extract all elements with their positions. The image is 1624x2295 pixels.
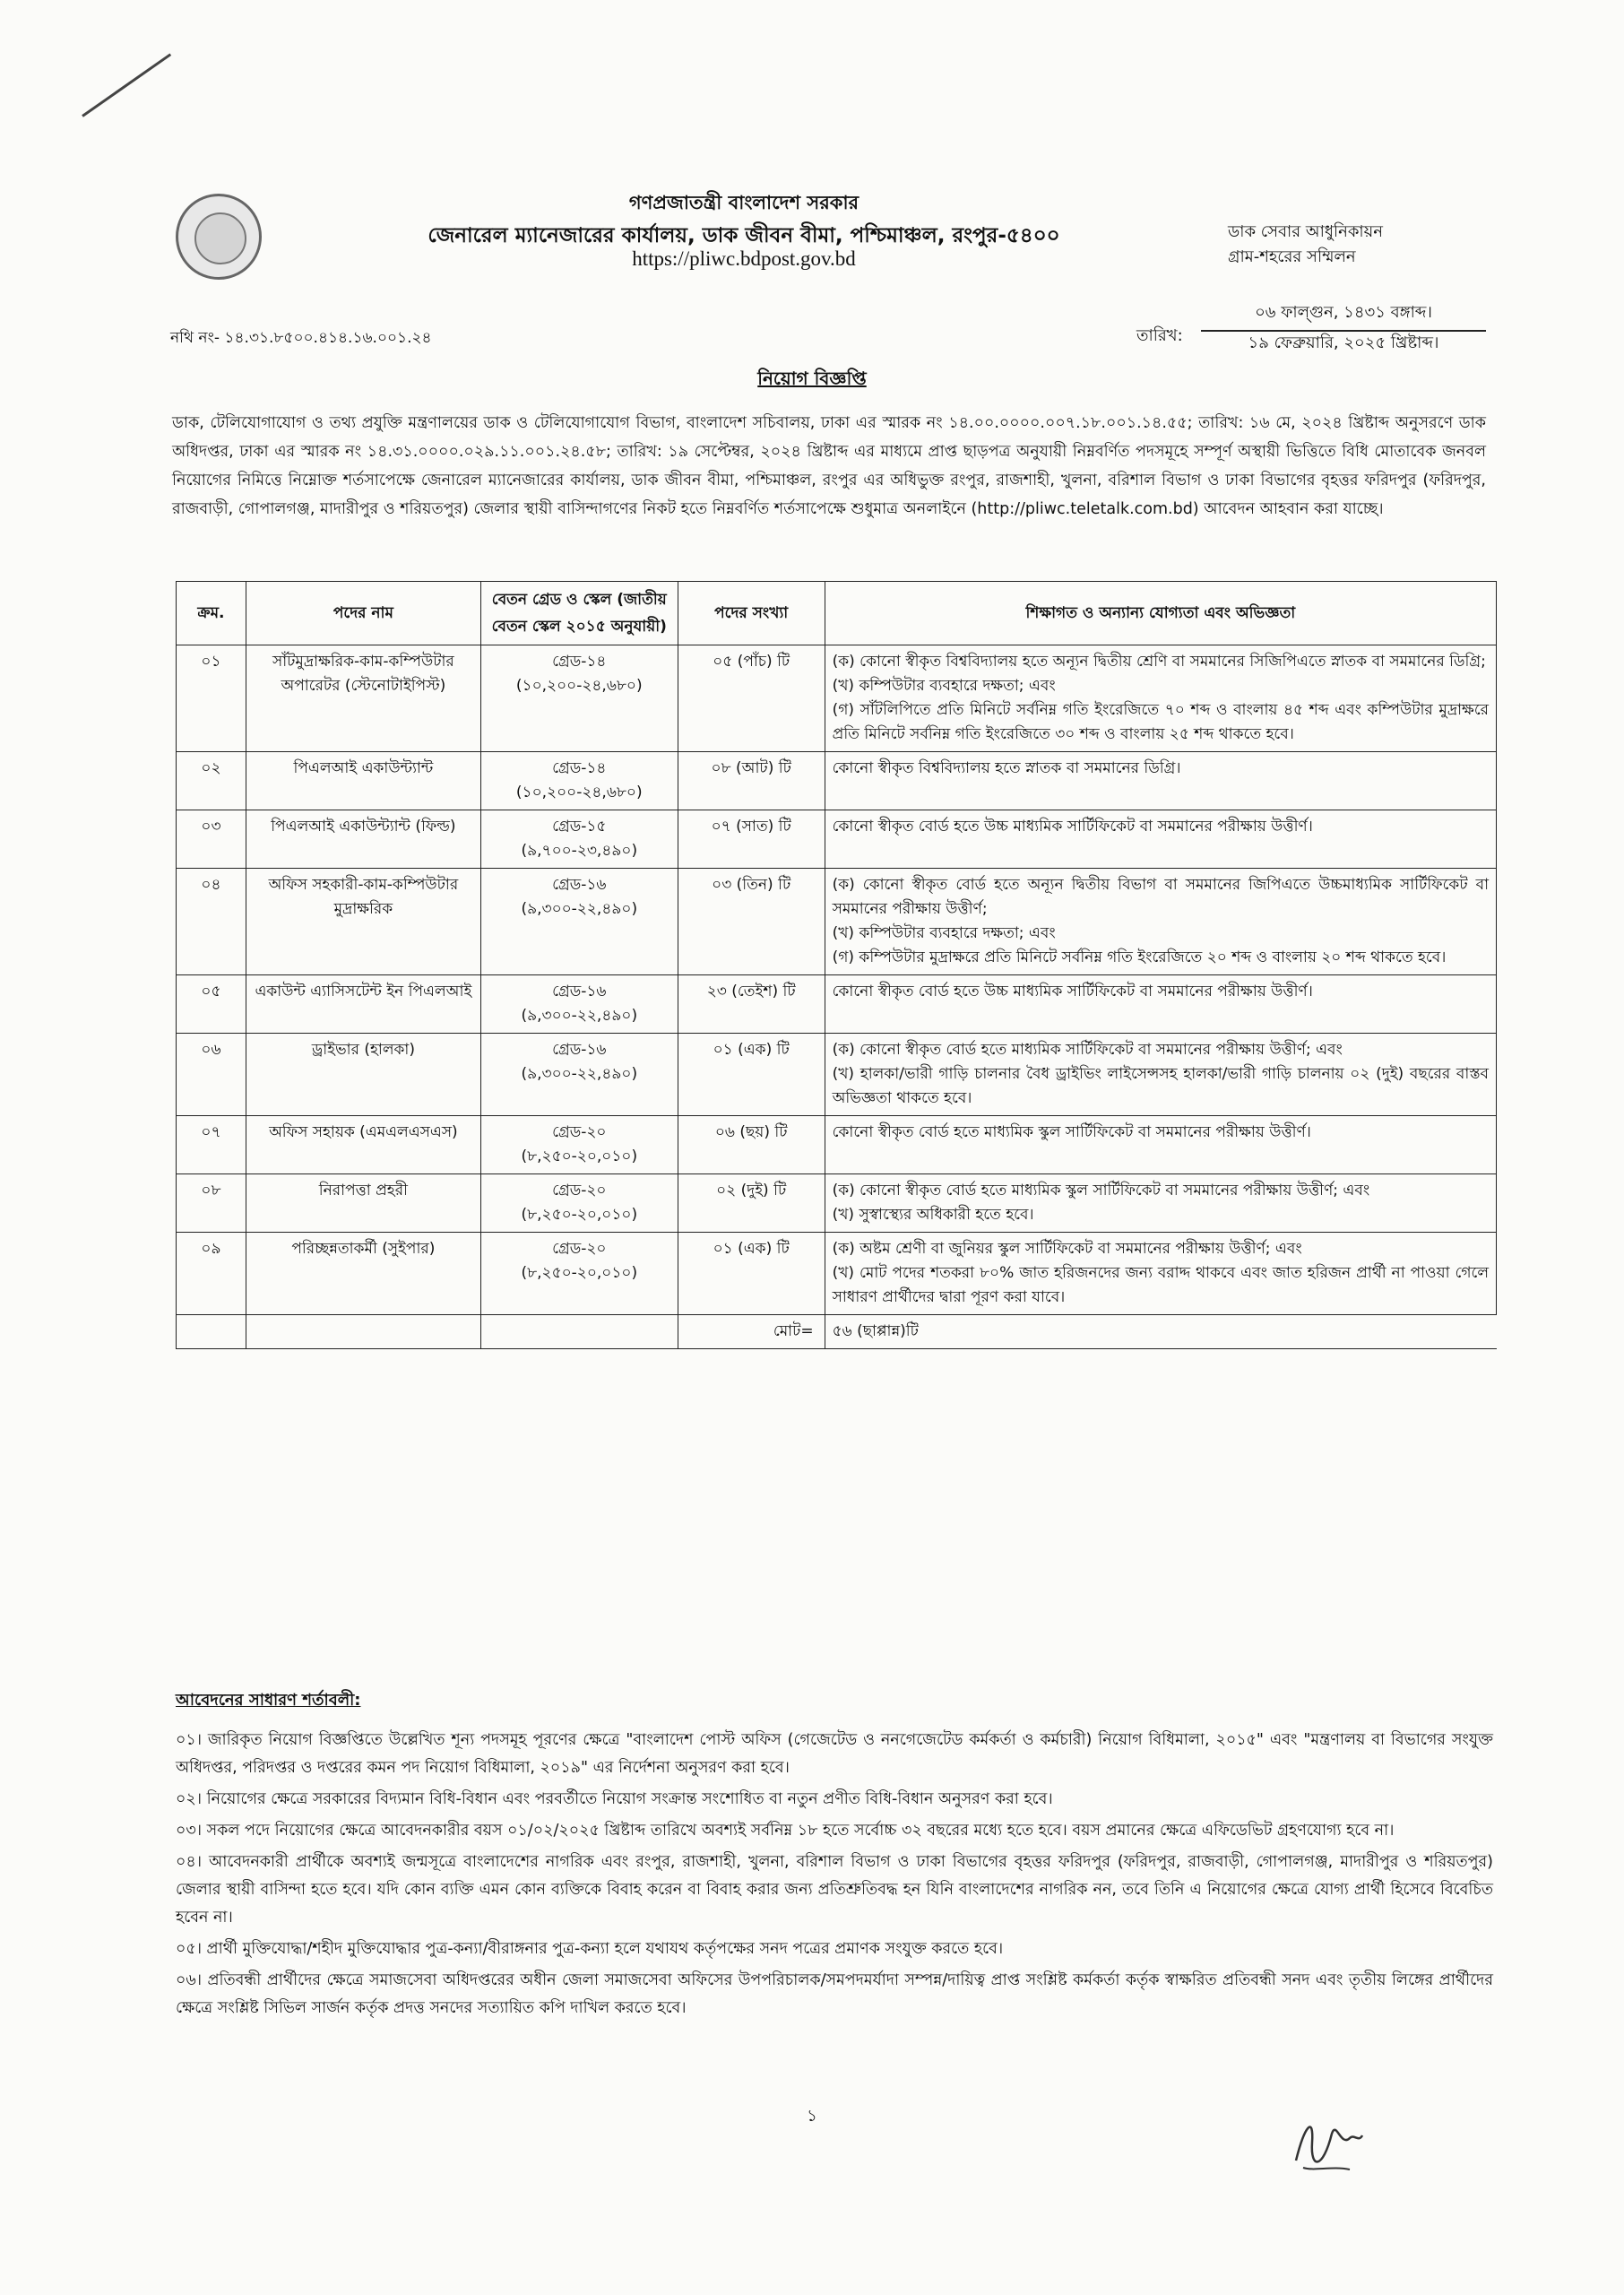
table-row [177,975,1497,1034]
row-serial: ০২ [177,752,246,810]
header-count: পদের সংখ্যা [678,582,825,645]
condition-item: ০৬। প্রতিবন্ধী প্রার্থীদের ক্ষেত্রে সমাজসেবা অধিদপ্তরের অধীন জেলা সমাজসেবা অফিসের উপপরিচালক/সমপদমর্যাদা সম্পন্ন/দায়িত্ব প্রাপ্ত সংশ্লিষ্ট কর্মকর্তা কর্তৃক স্বাক্ষরিত প্রতিবন্ধী সনদ এবং তৃতীয় লিঙ্গের প্রার্থীদের ক্ষেত্রে সংশ্লিষ্ট সিভিল সার্জন কর্তৃক প্রদত্ত সনদের সত্যায়িত কপি দাখিল করতে হবে। [176,1971,1493,2017]
row-grade [480,645,678,752]
pay-scale: (৯,৩০০-২২,৪৯০) [521,1007,638,1025]
general-conditions-list [176,1727,1493,2026]
row-post-name: ড্রাইভার (হালকা) [246,1034,480,1116]
row-grade [480,1174,678,1233]
pay-scale: (৯,৩০০-২২,৪৯০) [521,900,638,918]
pen-mark [82,53,171,117]
pay-scale: (৮,২৫০-২০,০১০) [521,1264,638,1282]
general-conditions-heading: আবেদনের সাধারণ শর্তাবলী: [176,1691,361,1710]
date-label: তারিখ: [1136,326,1183,345]
intro-paragraph: ডাক, টেলিযোগাযোগ ও তথ্য প্রযুক্তি মন্ত্রণালয়ের ডাক ও টেলিযোগাযোগ বিভাগ, বাংলাদেশ সচিবালয়, ঢাকা এর স্মারক নং ১৪.০০.০০০০.০০৭.১৮.০০১.১৪.৫৫; তারিখ: ১৬ মে, ২০২৪ খ্রিষ্টাব্দ অনুসরণে ডাক অধিদপ্তর, ঢাকা এর স্মারক নং ১৪.৩১.০০০০.০২৯.১১.০০১.২৪.৫৮; তারিখ: ১৯ সেপ্টেম্বর, ২০২৪ খ্রিষ্টাব্দ এর মাধ্যমে প্রাপ্ত ছাড়পত্র অনুযায়ী নিম্নবর্ণিত পদসমূহে সম্পূর্ণ অস্থায়ী ভিত্তিতে বিধি মোতাবেক জনবল নিয়োগের নিমিত্তে নিম্নোক্ত শর্তসাপেক্ষে জেনারেল ম্যানেজারের কার্যালয়, ডাক জীবন বীমা, পশ্চিমাঞ্চল, রংপুর এর অধিভুক্ত রংপুর, রাজশাহী, খুলনা, বরিশাল বিভাগ ও ঢাকা বিভাগের বৃহত্তর ফরিদপুর (ফরিদপুর, রাজবাড়ী, গোপালগঞ্জ, মাদারীপুর ও শরিয়তপুর) জেলার স্থায়ী বাসিন্দাগণের নিকট হতে নিম্নবর্ণিত শর্তসাপেক্ষে শুধুমাত্র অনলাইনে (http://pliwc.teletalk.com.bd) আবেদন আহবান করা যাচ্ছে। [172,414,1486,518]
table-header-row [177,582,1497,645]
table-row [177,1233,1497,1315]
row-serial: ০৯ [177,1233,246,1315]
header-serial: ক্রম. [177,582,246,645]
condition-item: ০৪। আবেদনকারী প্রার্থীকে অবশ্যই জন্মসূত্রে বাংলাদেশের নাগরিক এবং রংপুর, রাজশাহী, খুলনা, বরিশাল বিভাগ ও ঢাকা বিভাগের বৃহত্তর ফরিদপুর (ফরিদপুর, রাজবাড়ী, গোপালগঞ্জ, মাদারীপুর ও শরিয়তপুর) জেলার স্থায়ী বাসিন্দা হতে হবে। যদি কোন ব্যক্তি এমন কোন ব্যক্তিকে বিবাহ করেন বা বিবাহ করার জন্য প্রতিশ্রুতিবদ্ধ হন যিনি বাংলাদেশের নাগরিক নন, তবে তিনি এ নিয়োগের ক্ষেত্রে যোগ্য প্রার্থী হিসেবে বিবেচিত হবেন না। [176,1853,1493,1927]
grade-label: গ্রেড-২০ [552,1123,607,1141]
slogan-line-1: ডাক সেবার আধুনিকায়ন [1228,222,1383,241]
row-serial: ০৭ [177,1116,246,1174]
row-qualification: কোনো স্বীকৃত বোর্ড হতে উচ্চ মাধ্যমিক সার্টিফিকেট বা সমমানের পরীক্ষায় উত্তীর্ণ। [825,810,1496,869]
row-post-name: সাঁটমুদ্রাক্ষরিক-কাম-কম্পিউটার অপারেটর (স্টেনোটাইপিস্ট) [246,645,480,752]
memo-number: নথি নং- ১৪.৩১.৮৫০০.৪১৪.১৬.০০১.২৪ [170,329,432,347]
signature-icon [1287,2107,1368,2178]
pay-scale: (৯,৩০০-২২,৪৯০) [521,1065,638,1083]
row-post-count: ০৫ (পাঁচ) টি [678,645,825,752]
row-qualification: (ক) অষ্টম শ্রেণী বা জুনিয়র স্কুল সার্টিফিকেট বা সমমানের পরীক্ষায় উত্তীর্ণ; এবং (খ) মোট পদের শতকরা ৮০% জাত হরিজনদের জন্য বরাদ্দ থাকবে এবং জাত হরিজন প্রার্থী না পাওয়া গেলে সাধারণ প্রার্থীদের দ্বারা পূরণ করা যাবে। [825,1233,1496,1315]
condition-item: ০৩। সকল পদে নিয়োগের ক্ষেত্রে আবেদনকারীর বয়স ০১/০২/২০২৫ খ্রিষ্টাব্দ তারিখে অবশ্যই সর্বনিম্ন ১৮ হতে সর্বোচ্চ ৩২ বছরের মধ্যে হতে হবে। বয়স প্রমানের ক্ষেত্রে এফিডেভিট গ্রহণযোগ্য হবে না। [176,1822,1395,1840]
total-row [177,1315,1497,1349]
row-qualification: কোনো স্বীকৃত বোর্ড হতে উচ্চ মাধ্যমিক সার্টিফিকেট বা সমমানের পরীক্ষায় উত্তীর্ণ। [825,975,1496,1034]
row-qualification: (ক) কোনো স্বীকৃত বোর্ড হতে অন্যূন দ্বিতীয় বিভাগ বা সমমানের জিপিএতে উচ্চমাধ্যমিক সার্টিফিকেট বা সমমানের পরীক্ষায় উত্তীর্ণ; (খ) কম্পিউটার ব্যবহারে দক্ষতা; এবং (গ) কম্পিউটার মুদ্রাক্ষরে প্রতি মিনিটে সর্বনিম্ন গতি ইংরেজিতে ২০ শব্দ ও বাংলায় ২০ শব্দ থাকতে হবে। [825,869,1496,975]
row-serial: ০১ [177,645,246,752]
table-row [177,752,1497,810]
grade-label: গ্রেড-১৬ [552,1041,607,1059]
pay-scale: (৮,২৫০-২০,০১০) [521,1148,638,1165]
row-post-name: অফিস সহায়ক (এমএলএসএস) [246,1116,480,1174]
row-grade [480,1233,678,1315]
row-qualification: (ক) কোনো স্বীকৃত বিশ্ববিদ্যালয় হতে অন্যূন দ্বিতীয় শ্রেণি বা সমমানের সিজিপিএতে স্নাতক বা সমমানের ডিগ্রি; (খ) কম্পিউটার ব্যবহারে দক্ষতা; এবং (গ) সাঁটলিপিতে প্রতি মিনিটে সর্বনিম্ন গতি ইংরেজিতে ৭০ শব্দ ও বাংলায় ৪৫ শব্দ এবং কম্পিউটার মুদ্রাক্ষরে প্রতি মিনিটে সর্বনিম্ন গতি ইংরেজিতে ৩০ শব্দ ও বাংলায় ২৫ শব্দ থাকতে হবে। [825,645,1496,752]
table-row [177,1116,1497,1174]
office-name: জেনারেল ম্যানেজারের কার্যালয়, ডাক জীবন বীমা, পশ্চিমাঞ্চল, রংপুর-৫৪০০ [428,224,1060,247]
row-post-name: পরিচ্ছন্নতাকর্মী (সুইপার) [246,1233,480,1315]
table-row [177,1034,1497,1116]
grade-label: গ্রেড-২০ [552,1240,607,1258]
row-grade [480,752,678,810]
row-post-count: ২৩ (তেইশ) টি [678,975,825,1034]
slogan-line-2: গ্রাম-শহরের সম্মিলন [1228,247,1356,266]
row-grade [480,810,678,869]
date-english: ১৯ ফেব্রুয়ারি, ২০২৫ খ্রিষ্টাব্দ। [1248,333,1439,352]
row-post-count: ০১ (এক) টি [678,1034,825,1116]
table-row [177,1174,1497,1233]
row-post-name: একাউন্ট এ্যাসিসটেন্ট ইন পিএলআই [246,975,480,1034]
condition-item: ০২। নিয়োগের ক্ষেত্রে সরকারের বিদ্যমান বিধি-বিধান এবং পরবর্তীতে নিয়োগ সংক্রান্ত সংশোধিত বা নতুন প্রণীত বিধি-বিধান অনুসরণ করা হবে। [176,1790,1053,1808]
website-link[interactable]: https://pliwc.bdpost.gov.bd [632,247,856,270]
condition-item: ০১। জারিকৃত নিয়োগ বিজ্ঞপ্তিতে উল্লেখিত শূন্য পদসমূহ পূরণের ক্ষেত্রে "বাংলাদেশ পোস্ট অফিস (গেজেটেড ও ননগেজেটেড কর্মকর্তা ও কর্মচারী) নিয়োগ বিধিমালা, ২০১৫" এবং "মন্ত্রণালয় বা বিভাগের সংযুক্ত অধিদপ্তর, পরিদপ্তর ও দপ্তরের কমন পদ নিয়োগ বিধিমালা, ২০১৯" এর নির্দেশনা অনুসরণ করা হবে। [176,1731,1493,1777]
header-post: পদের নাম [246,582,480,645]
pay-scale: (১০,২০০-২৪,৬৮০) [515,784,643,801]
row-grade [480,1116,678,1174]
pay-scale: (৯,৭০০-২৩,৪৯০) [521,842,638,860]
grade-label: গ্রেড-১৬ [552,983,607,1000]
header-qualification: শিক্ষাগত ও অন্যান্য যোগ্যতা এবং অভিজ্ঞতা [825,582,1496,645]
total-value: ৫৬ (ছাপ্পান্ন)টি [825,1315,1496,1349]
header-grade: বেতন গ্রেড ও স্কেল (জাতীয় বেতন স্কেল ২০১৫ অনুযায়ী) [480,582,678,645]
row-grade [480,975,678,1034]
row-post-count: ০৩ (তিন) টি [678,869,825,975]
row-qualification: কোনো স্বীকৃত বোর্ড হতে মাধ্যমিক স্কুল সার্টিফিকেট বা সমমানের পরীক্ষায় উত্তীর্ণ। [825,1116,1496,1174]
grade-label: গ্রেড-১৬ [552,876,607,894]
condition-item: ০৫। প্রার্থী মুক্তিযোদ্ধা/শহীদ মুক্তিযোদ্ধার পুত্র-কন্যা/বীরাঙ্গনার পুত্র-কন্যা হলে যথাযথ কর্তৃপক্ষের সনদ পত্রের প্রমাণক সংযুক্ত করতে হবে। [176,1940,1004,1958]
date-bangla: ০৬ ফাল্গুন, ১৪৩১ বঙ্গাব্দ। [1201,299,1486,332]
row-post-count: ০৭ (সাত) টি [678,810,825,869]
table-row [177,869,1497,975]
row-post-name: অফিস সহকারী-কাম-কম্পিউটার মুদ্রাক্ষরিক [246,869,480,975]
government-seal-icon [176,194,262,280]
grade-label: গ্রেড-১৪ [552,653,607,671]
page-number: ১ [807,2107,817,2126]
row-serial: ০৪ [177,869,246,975]
row-serial: ০৫ [177,975,246,1034]
posts-table [176,581,1497,1349]
government-name: গণপ্রজাতন্ত্রী বাংলাদেশ সরকার [628,192,860,213]
grade-label: গ্রেড-২০ [552,1182,607,1199]
row-serial: ০৬ [177,1034,246,1116]
row-qualification: (ক) কোনো স্বীকৃত বোর্ড হতে মাধ্যমিক সার্টিফিকেট বা সমমানের পরীক্ষায় উত্তীর্ণ; এবং (খ) হালকা/ভারী গাড়ি চালনার বৈধ ড্রাইভিং লাইসেন্সসহ হালকা/ভারী গাড়ি চালনায় ০২ (দুই) বছরের বাস্তব অভিজ্ঞতা থাকতে হবে। [825,1034,1496,1116]
total-label: মোট= [678,1315,825,1349]
row-serial: ০৩ [177,810,246,869]
row-post-name: পিএলআই একাউন্ট্যান্ট [246,752,480,810]
row-qualification: (ক) কোনো স্বীকৃত বোর্ড হতে মাধ্যমিক স্কুল সার্টিফিকেট বা সমমানের পরীক্ষায় উত্তীর্ণ; এবং (খ) সুস্বাস্থ্যের অধিকারী হতে হবে। [825,1174,1496,1233]
row-post-count: ০১ (এক) টি [678,1233,825,1315]
row-post-count: ০৮ (আট) টি [678,752,825,810]
notice-title: নিয়োগ বিজ্ঞপ্তি [757,368,867,389]
grade-label: গ্রেড-১৫ [552,818,607,836]
pay-scale: (১০,২০০-২৪,৬৮০) [515,677,643,695]
row-post-count: ০৬ (ছয়) টি [678,1116,825,1174]
grade-label: গ্রেড-১৪ [552,759,607,777]
table-row [177,645,1497,752]
pay-scale: (৮,২৫০-২০,০১০) [521,1206,638,1224]
row-grade [480,869,678,975]
row-post-count: ০২ (দুই) টি [678,1174,825,1233]
row-post-name: পিএলআই একাউন্ট্যান্ট (ফিল্ড) [246,810,480,869]
table-row [177,810,1497,869]
row-serial: ০৮ [177,1174,246,1233]
row-post-name: নিরাপত্তা প্রহরী [246,1174,480,1233]
row-qualification: কোনো স্বীকৃত বিশ্ববিদ্যালয় হতে স্নাতক বা সমমানের ডিগ্রি। [825,752,1496,810]
row-grade [480,1034,678,1116]
